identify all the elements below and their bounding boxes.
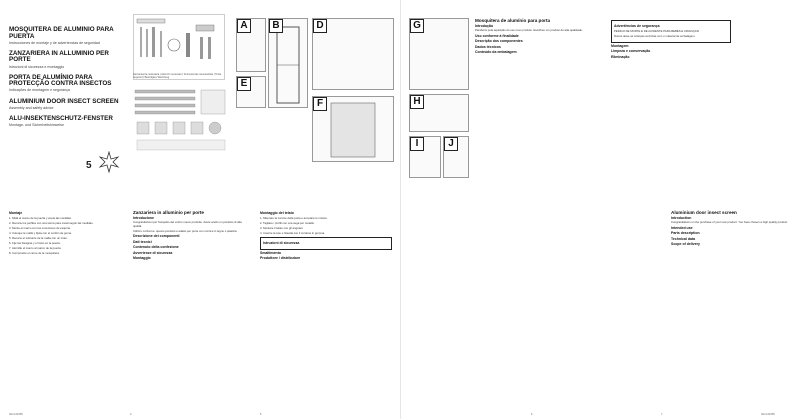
paragraph: 2. Tagliare i profili con una sega per metallo. (260, 220, 315, 225)
section-heading: Scope of delivery (671, 242, 700, 246)
figure-b (268, 18, 308, 108)
burst-icon (98, 151, 120, 173)
section-heading: Montaggio (133, 256, 151, 261)
figure-d (312, 18, 394, 90)
paragraph: Nunca deixe as crianças sozinhas com o material de embalagem. (614, 33, 696, 38)
paragraph: 1. Misurare la cornice della porta e annotare le misure. (260, 215, 328, 220)
left-spread-page (0, 0, 400, 419)
figure-label-b: B (269, 19, 283, 33)
footer-left (9, 413, 23, 416)
right-spread-page (401, 0, 802, 419)
left-col-1-heading: Montaje (9, 211, 23, 215)
safety-box (260, 237, 392, 250)
paragraph: PERIGO DE MORTE E DE ACIDENTE PARA BEBÉS E CRIANÇAS! (614, 28, 700, 33)
page-number: 7 (661, 413, 663, 416)
left-col-3-heading: Montaggio del telaio (260, 211, 294, 215)
paragraph: Utilizzo conforme: questo prodotto è adatto per porte con cornice in legno o plastica. (133, 228, 238, 233)
left-col-2 (133, 210, 251, 410)
right-col-3-sub: Introduction (671, 215, 692, 220)
section-heading: Produttore / distributore (260, 256, 301, 261)
paragraph: Congratulations on the purchase of your new product. You have chosen a high quality product. (671, 220, 788, 224)
paragraph: 7. Atornille el marco al marco de la puerta. (9, 246, 62, 251)
figure-label-f: F (313, 97, 327, 111)
footer-page-num (661, 413, 662, 416)
figure-label-j: J (444, 137, 458, 151)
section-heading: Uso conforme à finalidade (475, 33, 519, 38)
section-heading: Smaltimento (260, 250, 282, 255)
title-de (9, 116, 127, 127)
right-col-3 (671, 210, 795, 410)
right-col-2 (611, 18, 731, 198)
title-main-pt: PORTA DE ALUMÍNIO PARA PROTECÇÃO CONTRA INSECTOS (9, 73, 112, 88)
figure-a (236, 18, 266, 72)
paragraph: 1. Mida el marco de la puerta y anote las medidas. (9, 215, 72, 220)
title-main-it: ZANZARIERA IN ALLUMINIO PER PORTE (9, 49, 109, 64)
section-heading: Montagem (611, 43, 629, 48)
brand-number: 5 (86, 160, 92, 171)
title-it (9, 51, 127, 69)
paragraph: Parabéns pela aquisição do seu novo produto. Escolheu um produto de alta qualidade. (475, 28, 583, 32)
tools-caption: Herramienta necesaria | Attrezzi necessari | Ferramentas necessárias | Tools required | Benötigtes Werkzeug (133, 73, 222, 79)
title-main-es: MOSQUITERA DE ALUMINIO PARA PUERTA (9, 26, 114, 40)
title-sub-de: Montage- und Sicherheitshinweise (9, 123, 64, 128)
section-heading: Avvertenze di sicurezza (133, 250, 173, 255)
warning-box (611, 20, 731, 43)
figure-e (236, 76, 266, 108)
footer-page-num (531, 413, 532, 416)
paragraph: 5. Recorte el sobrante de la malla con un cúter. (9, 235, 68, 240)
figure-g (409, 18, 469, 90)
figure-label-d: D (313, 19, 327, 33)
section-heading: Parts description (671, 231, 700, 235)
title-sub-es: Instrucciones de montaje y de advertencias de seguridad (9, 40, 100, 45)
figure-label-h: H (410, 95, 424, 109)
figure-f (312, 96, 394, 162)
page-number: 4 (130, 413, 132, 416)
right-col-1-sub: Introdução (475, 23, 494, 28)
paragraph: 4. Coloque la malla y fíjela con el cordón de goma. (9, 230, 72, 235)
paragraph: 4. Inserire la rete e fissarla con il cordone in gomma. (260, 230, 325, 235)
right-col-1-heading: Mosquitera de alumínio para porta (475, 18, 551, 23)
safety-heading: Istruzioni di sicurezza (263, 241, 300, 246)
left-col-3 (260, 210, 392, 410)
tools-icon (134, 15, 224, 71)
cover-titles (9, 27, 127, 133)
tools-illustration (133, 14, 225, 80)
page-number: 6 (531, 413, 533, 416)
section-heading: Dados técnicos (475, 44, 501, 49)
section-heading: Descrizione dei componenti (133, 234, 180, 239)
footer-page-num (260, 413, 261, 416)
figure-label-i: I (410, 137, 424, 151)
paragraph: 6. Fije las bisagras y el imán en la puerta. (9, 240, 61, 245)
figure-label-a: A (237, 19, 251, 33)
title-main-de: ALU-INSEKTENSCHUTZ-FENSTER (9, 114, 113, 122)
title-en (9, 99, 127, 110)
section-heading: Conteúdo da embalagem (475, 50, 517, 54)
parts-illustration (133, 86, 229, 154)
left-col-2-sub: Introduzione (133, 215, 154, 220)
footer-page-num (130, 413, 131, 416)
title-sub-pt: Indicações de montagem e segurança (9, 88, 70, 93)
warning-heading: Advertências de segurança (614, 24, 660, 28)
paragraph: 2. Recorte los perfiles con una sierra para metal según las medidas. (9, 220, 94, 225)
section-heading: Eliminação (611, 54, 630, 59)
paragraph: 8. Compruebe el cierre de la mosquitera. (9, 251, 60, 256)
footer-right (761, 413, 775, 416)
right-col-1 (475, 18, 605, 198)
section-heading: Technical data (671, 236, 696, 241)
figure-label-g: G (410, 19, 424, 33)
title-sub-en: Assembly and safety advice (9, 105, 54, 110)
title-es (9, 27, 127, 45)
figure-i (409, 136, 441, 178)
left-col-2-heading: Zanzariera in alluminio per porte (133, 210, 204, 215)
section-heading: Contenuto della confezione (133, 245, 179, 250)
title-main-en: ALUMINIUM DOOR INSECT SCREEN (9, 97, 119, 105)
figure-j (443, 136, 469, 178)
paragraph: 3. Monte el marco con los conectores de esquina. (9, 225, 71, 230)
left-col-1 (9, 210, 127, 410)
section-heading: Intended use (671, 225, 693, 230)
title-sub-it: Istruzioni di sicurezza e montaggio (9, 64, 65, 69)
page-number: 5 (260, 413, 262, 416)
right-col-3-heading: Aluminium door insect screen (671, 210, 737, 215)
section-heading: Descrição dos componentes (475, 39, 523, 43)
paragraph: Congratulazioni per l'acquisto del vostro nuovo prodotto. Avete scelto un prodotto di alta qualità. (133, 220, 242, 228)
footer-ian: IAN 123456 (9, 413, 23, 416)
paragraph: 3. Montare il telaio con gli angolari. (260, 225, 304, 230)
section-heading: Dati tecnici (133, 239, 152, 244)
title-pt (9, 75, 127, 93)
section-heading: Limpeza e conservação (611, 49, 651, 54)
figure-h (409, 94, 469, 132)
figure-label-e: E (237, 77, 251, 91)
footer-ian: IAN 123456 (761, 413, 775, 416)
